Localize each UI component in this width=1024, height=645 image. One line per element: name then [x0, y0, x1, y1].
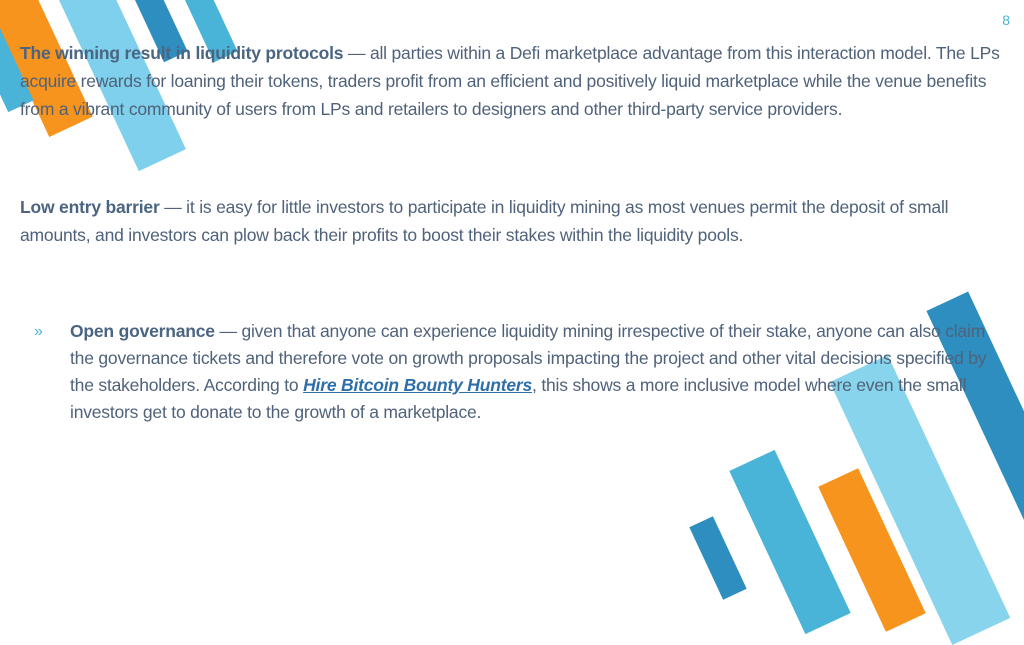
- bullet-body-before-link: — given that anyone can experience liquidity mining irrespective of their stake, anyone can also claim the governance tickets and therefore vote on growth proposals impacting the project and other vital decisions specified by the stakeholders. According to: [70, 321, 987, 395]
- bullet-lead: Open governance: [70, 321, 215, 341]
- hire-bitcoin-bounty-hunters-link[interactable]: Hire Bitcoin Bounty Hunters: [303, 375, 533, 395]
- bullet-marker: »: [34, 323, 43, 340]
- decorative-stripe-blue-bottom: [729, 450, 850, 634]
- paragraph-low-entry-barrier: [20, 193, 1010, 249]
- paragraph-lead: The winning result in liquidity protocols: [20, 43, 344, 63]
- paragraph-body: — it is easy for little investors to participate in liquidity mining as most venues permit the deposit of small amounts, and investors can plow back their profits to boost their stakes within the liquidity pools.: [20, 197, 949, 245]
- page-number: 8: [1002, 12, 1010, 28]
- bullet-body-after-link: , this shows a more inclusive model where even the small investors get to donate to the growth of a marketplace.: [70, 375, 967, 422]
- paragraph-body: — all parties within a Defi marketplace advantage from this interaction model. The LPs acquire rewards for loaning their tokens, traders profit from an efficient and positively liquid marketplace while the venue benefits from a vibrant community of users from LPs and retailers to designers and other third-party service providers.: [20, 43, 1000, 119]
- decorative-stripe-darkblue-bottom-small: [689, 516, 746, 599]
- paragraph-winning-result: [20, 39, 1010, 123]
- paragraph-lead: Low entry barrier: [20, 197, 160, 217]
- bullet-text: [70, 318, 1000, 426]
